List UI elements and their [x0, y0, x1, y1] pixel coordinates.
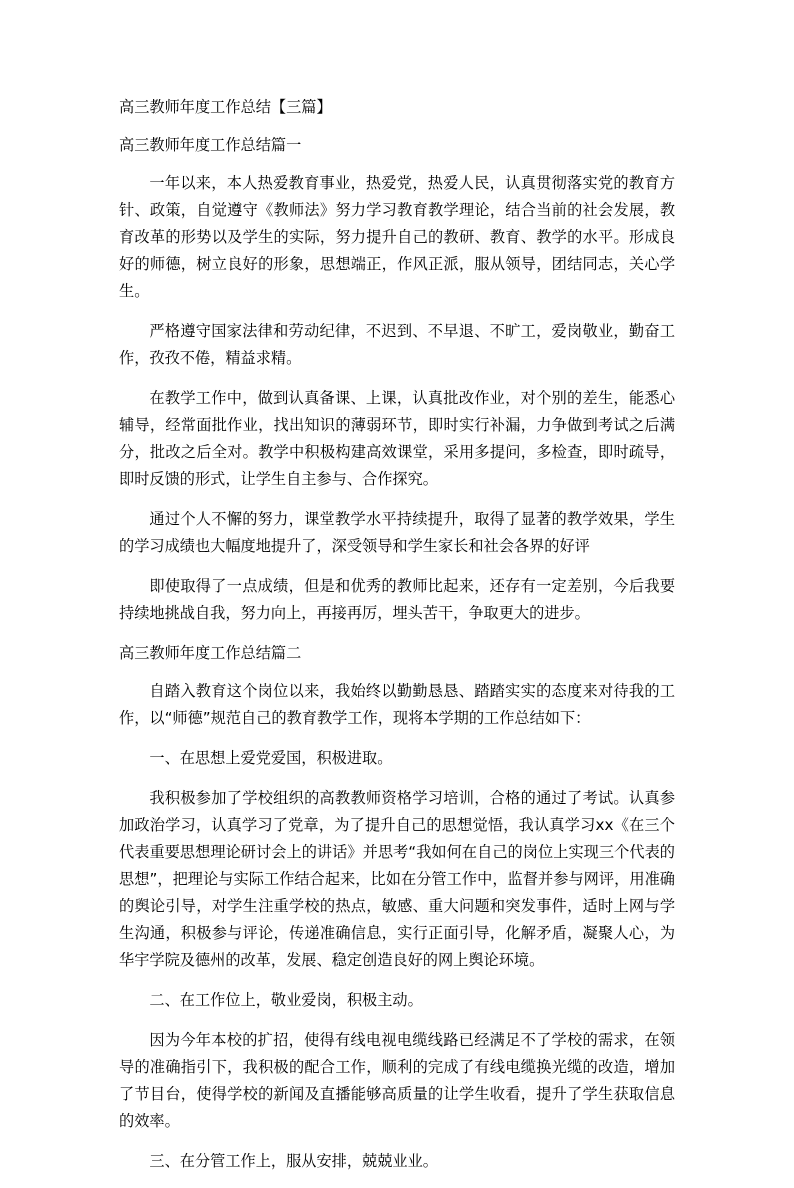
document-body [119, 94, 675, 1188]
subheading: 三、在分管工作上，服从安排，兢兢业业。 [149, 1152, 438, 1170]
section-heading: 高三教师年度工作总结篇二 [119, 644, 302, 662]
subheading: 一、在思想上爱党爱国，积极进取。 [149, 749, 393, 767]
subheading: 二、在工作位上，敬业爱岗，积极主动。 [149, 991, 423, 1009]
paragraph: 自踏入教育这个岗位以来，我始终以勤勤恳恳、踏踏实实的态度来对待我的工作，以“师德”规范自己的教育教学工作，现将本学期的工作总结如下： [119, 682, 675, 727]
paragraph: 严格遵守国家法律和劳动纪律，不迟到、不早退、不旷工，爱岗敬业，勤奋工作，孜孜不倦，精益求精。 [119, 322, 675, 367]
paragraph: 因为今年本校的扩招，使得有线电视电缆线路已经满足不了学校的需求，在领导的准确指引下，我积极的配合工作，顺利的完成了有线电缆换光缆的改造，增加了节目台，使得学校的新闻及直播能够高质量的让学生收看，提升了学生获取信息的效率。 [119, 1031, 675, 1130]
paragraph: 即使取得了一点成绩，但是和优秀的教师比起来，还存有一定差别，今后我要持续地挑战自我，努力向上，再接再厉，埋头苦干，争取更大的进步。 [119, 577, 675, 622]
paragraph: 一年以来，本人热爱教育事业，热爱党，热爱人民，认真贯彻落实党的教育方针、政策，自觉遵守《教师法》努力学习教育教学理论，结合当前的社会发展，教育改革的形势以及学生的实际，努力提升自己的教研、教育、教学的水平。形成良好的师德，树立良好的形象，思想端正，作风正派，服从领导，团结同志，关心学生。 [119, 174, 675, 300]
document-title: 高三教师年度工作总结【三篇】 [119, 98, 332, 116]
paragraph: 通过个人不懈的努力，课堂教学水平持续提升，取得了显著的教学效果，学生的学习成绩也大幅度地提升了，深受领导和学生家长和社会各界的好评 [119, 510, 675, 555]
paragraph: 我积极参加了学校组织的高教教师资格学习培训，合格的通过了考试。认真参加政治学习，认真学习了党章，为了提升自己的思想觉悟，我认真学习xx《在三个代表重要思想理论研讨会上的讲话》并思考“我如何在自己的岗位上实现三个代表的思想”，把理论与实际工作结合起来，比如在分管工作中，监督并参与网评，用准确的舆论引导，对学生注重学校的热点，敏感、重大问题和突发事件，适时上网与学生沟通，积极参与评论，传递准确信息，实行正面引导，化解矛盾，凝聚人心，为华宇学院及德州的改革，发展、稳定创造良好的网上舆论环境。 [119, 789, 675, 969]
section-heading: 高三教师年度工作总结篇一 [119, 136, 302, 154]
paragraph: 在教学工作中，做到认真备课、上课，认真批改作业，对个别的差生，能悉心辅导，经常面批作业，找出知识的薄弱环节，即时实行补漏，力争做到考试之后满分，批改之后全对。教学中积极构建高效课堂，采用多提问，多检查，即时疏导，即时反馈的形式，让学生自主参与、合作探究。 [119, 389, 675, 488]
